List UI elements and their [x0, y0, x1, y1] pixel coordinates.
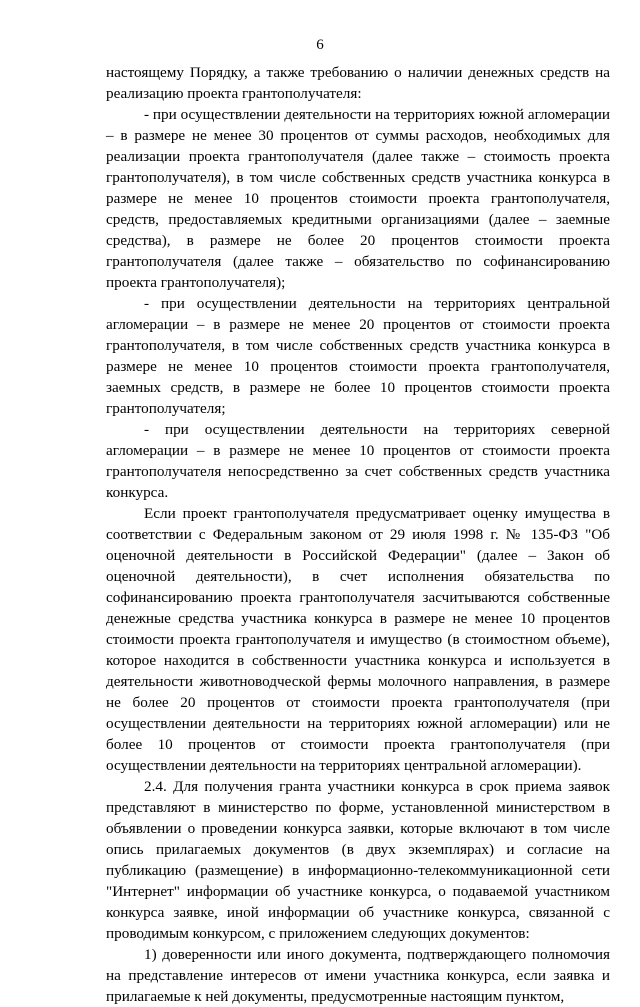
paragraph-northern-agglomeration: - при осуществлении деятельности на территориях северной агломерации – в размере не менее 10 процентов от стоимости проекта грантополучателя непосредственно за счет собственных средств участника конкурса. — [106, 421, 610, 501]
paragraph-central-agglomeration: - при осуществлении деятельности на территориях центральной агломерации – в размере не менее 20 процентов от стоимости проекта грантополучателя, в том числе собственных средств участника конкурса в размере не менее 10 процентов стоимости проекта грантополучателя, заемных средств, в размере не более 10 процентов стоимости проекта грантополучателя; — [106, 295, 610, 417]
paragraph-item-1: 1) доверенности или иного документа, подтверждающего полномочия на представление интересов от имени участника конкурса, если заявка и прилагаемые к ней документы, предусмотренные настоящим пунктом, — [106, 946, 610, 1005]
paragraph-continuation: настоящему Порядку, а также требованию о наличии денежных средств на реализацию проекта грантополучателя: — [106, 64, 610, 102]
paragraph-southern-agglomeration: - при осуществлении деятельности на территориях южной агломерации – в размере не менее 30 процентов от суммы расходов, необходимых для реализации проекта грантополучателя (далее также – стоимость проекта грантополучателя), в том числе собственных средств участника конкурса в размере не менее 10 процентов стоимости проекта грантополучателя, средств, предоставляемых кредитными организациями (далее – заемные средства), в размере не более 20 процентов стоимости проекта грантополучателя (далее также – обязательство по софинансированию проекта грантополучателя); — [106, 106, 610, 291]
paragraph-section-2-4: 2.4. Для получения гранта участники конкурса в срок приема заявок представляют в министерство по форме, установленной министерством в объявлении о проведении конкурса заявки, которые включают в том числе опись прилагаемых документов (в двух экземплярах) и согласие на публикацию (размещение) в информационно-телекоммуникационной сети "Интернет" информации об участнике конкурса, о подаваемой участником конкурса заявке, иной информации об участнике конкурса, связанной с проводимым конкурсом, с приложением следующих документов: — [106, 778, 610, 942]
document-body — [106, 62, 610, 1007]
page-number: 6 — [316, 37, 324, 53]
paragraph-property-valuation: Если проект грантополучателя предусматривает оценку имущества в соответствии с Федеральным законом от 29 июля 1998 г. № 135-ФЗ "Об оценочной деятельности в Российской Федерации" (далее – Закон об оценочной деятельности), в счет исполнения обязательства по софинансированию проекта грантополучателя засчитываются собственные денежные средства участника конкурса в размере не менее 10 процентов стоимости проекта грантополучателя и имущество (в стоимостном объеме), которое находится в собственности участника конкурса и используется в деятельности животноводческой фермы молочного направления, в размере не более 20 процентов от стоимости проекта грантополучателя (при осуществлении деятельности на территориях южной агломерации) или не более 10 процентов от стоимости проекта грантополучателя (при осуществлении деятельности на территориях центральной агломерации). — [106, 505, 610, 774]
